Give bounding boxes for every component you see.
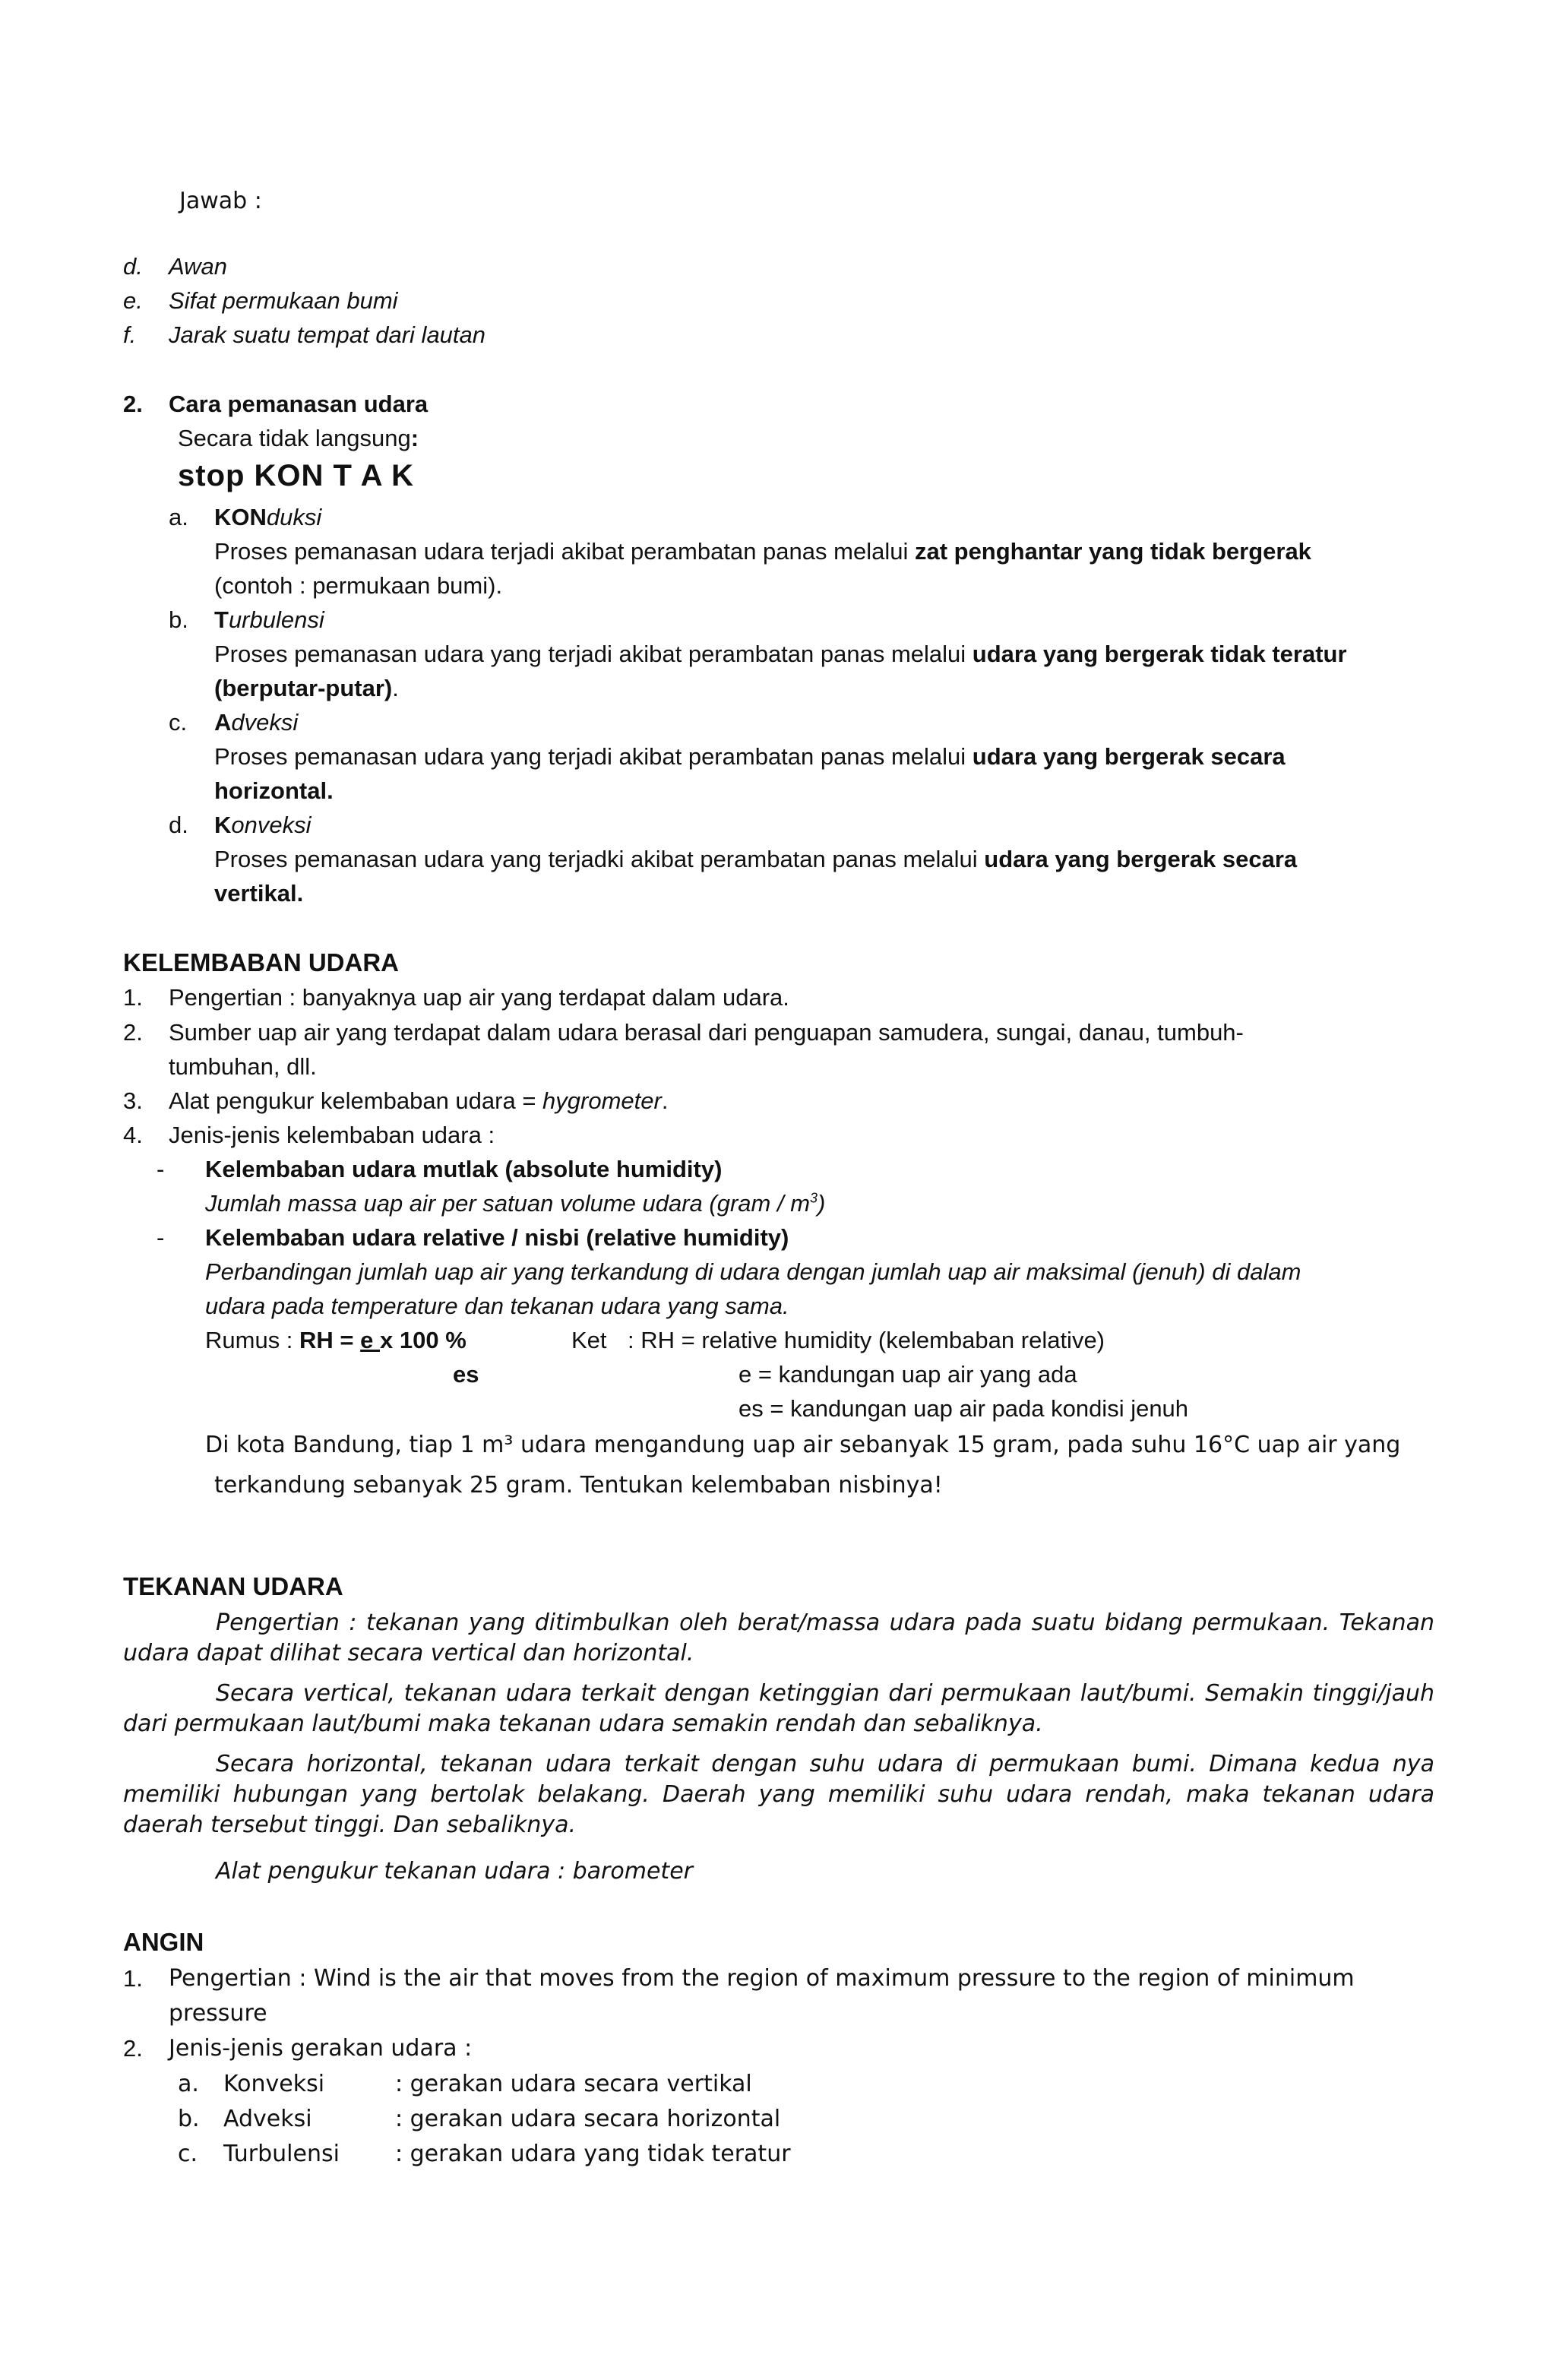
movement-desc: : gerakan udara secara vertikal bbox=[395, 2071, 752, 2097]
list-marker: 2. bbox=[123, 1019, 143, 1046]
item-description bbox=[214, 536, 1311, 567]
item-end: . bbox=[661, 1087, 669, 1114]
formula-denominator: es bbox=[453, 1361, 479, 1388]
section-heading-kelembaban: KELEMBABAN UDARA bbox=[123, 948, 399, 976]
movement-marker: a. bbox=[178, 2071, 199, 2097]
paragraph: Secara vertical, tekanan udara terkait dengan ketinggian dari permukaan laut/bumi. Semakin tinggi/jauh dari permukaan laut/bumi maka tekanan udara semakin rendah dan sebaliknya. bbox=[123, 1680, 1434, 1737]
desc-bold: (berputar-putar) bbox=[214, 675, 393, 701]
type-definition: Perbandingan jumlah uap air yang terkandung di udara dengan jumlah uap air maksimal (jenuh) di dalam bbox=[205, 1258, 1301, 1285]
subtitle-colon: : bbox=[410, 425, 419, 451]
movement-marker: b. bbox=[178, 2106, 200, 2132]
list-marker: 1. bbox=[123, 984, 143, 1011]
section-heading-angin: ANGIN bbox=[123, 1928, 204, 1956]
desc-text: Proses pemanasan udara yang terjadki akibat perambatan panas melalui bbox=[214, 846, 985, 872]
ket-line: e = kandungan uap air yang ada bbox=[738, 1361, 1077, 1388]
item-description-cont: vertikal. bbox=[214, 880, 304, 907]
movement-name: Adveksi bbox=[223, 2106, 312, 2132]
def-text: Jumlah massa uap air per satuan volume udara (gram / m bbox=[205, 1190, 811, 1217]
list-item: Pengertian : Wind is the air that moves from the region of maximum pressure to the region of minimum bbox=[169, 1965, 1355, 1992]
item-description bbox=[214, 844, 1297, 875]
section-subtitle bbox=[178, 423, 419, 454]
type-definition-cont: udara pada temperature dan tekanan udara yang sama. bbox=[205, 1293, 789, 1319]
heading-bold: A bbox=[214, 709, 232, 736]
item-description-cont bbox=[214, 673, 399, 704]
list-marker: 2. bbox=[123, 2035, 143, 2062]
item-heading bbox=[214, 810, 312, 840]
section-number: 2. bbox=[123, 391, 143, 417]
factor-text: Jarak suatu tempat dari lautan bbox=[169, 321, 486, 348]
type-marker: - bbox=[157, 1156, 165, 1182]
factor-marker: e. bbox=[123, 287, 143, 314]
ket-line: : RH = relative humidity (kelembaban relative) bbox=[628, 1327, 1105, 1353]
desc-bold: udara yang bergerak secara bbox=[984, 846, 1298, 872]
list-marker: 3. bbox=[123, 1087, 143, 1114]
def-end: ) bbox=[818, 1190, 826, 1217]
movement-desc: : gerakan udara yang tidak teratur bbox=[395, 2141, 791, 2167]
item-text: Alat pengukur kelembaban udara = bbox=[169, 1087, 543, 1114]
formula-rh: RH = bbox=[299, 1327, 361, 1353]
heading-italic: urbulensi bbox=[228, 606, 324, 633]
type-name: Kelembaban udara mutlak (absolute humidity) bbox=[205, 1156, 723, 1182]
answer-label: Jawab : bbox=[179, 188, 262, 214]
problem-text: Di kota Bandung, tiap 1 m³ udara mengandung uap air sebanyak 15 gram, pada suhu 16°C uap air yang bbox=[205, 1432, 1401, 1458]
desc-bold: udara yang bergerak tidak teratur bbox=[972, 641, 1347, 667]
list-item: Pengertian : banyaknya uap air yang terdapat dalam udara. bbox=[169, 984, 789, 1011]
factor-text: Awan bbox=[169, 253, 227, 280]
ket-line: es = kandungan uap air pada kondisi jenuh bbox=[738, 1395, 1189, 1422]
item-marker: d. bbox=[169, 812, 188, 838]
formula bbox=[205, 1325, 466, 1356]
desc-bold: udara yang bergerak secara bbox=[972, 743, 1286, 770]
movement-desc: : gerakan udara secara horizontal bbox=[395, 2106, 781, 2132]
item-description bbox=[214, 742, 1286, 772]
item-marker: b. bbox=[169, 606, 188, 633]
desc-text: Proses pemanasan udara terjadi akibat perambatan panas melalui bbox=[214, 538, 915, 565]
paragraph: Secara horizontal, tekanan udara terkait dengan suhu udara di permukaan bumi. Dimana kedua nya memiliki hubungan yang bertolak belakang. Daerah yang memiliki suhu udara rendah, maka tekanan udara daerah tersebut tinggi. Dan sebaliknya. bbox=[123, 1751, 1434, 1838]
section-title: Cara pemanasan udara bbox=[169, 391, 429, 417]
desc-text: Proses pemanasan udara yang terjadi akibat perambatan panas melalui bbox=[214, 641, 972, 667]
factor-text: Sifat permukaan bumi bbox=[169, 287, 398, 314]
list-item: Sumber uap air yang terdapat dalam udara berasal dari penguapan samudera, sungai, danau, tumbuh- bbox=[169, 1019, 1244, 1046]
factor-marker: f. bbox=[123, 321, 137, 348]
list-item: Jenis-jenis gerakan udara : bbox=[169, 2035, 473, 2062]
heading-bold: K bbox=[214, 812, 232, 838]
desc-bold: zat penghantar yang tidak bergerak bbox=[914, 538, 1311, 565]
type-marker: - bbox=[157, 1224, 165, 1251]
type-definition bbox=[205, 1188, 825, 1219]
list-item-cont: tumbuhan, dll. bbox=[169, 1053, 317, 1080]
desc-text: Proses pemanasan udara yang terjadi akibat perambatan panas melalui bbox=[214, 743, 972, 770]
ket-label bbox=[571, 1325, 607, 1356]
factor-marker: d. bbox=[123, 253, 143, 280]
def-sup: 3 bbox=[810, 1190, 818, 1206]
heading-bold: KON bbox=[214, 504, 267, 530]
heading-italic: dveksi bbox=[231, 709, 299, 736]
desc-end: . bbox=[392, 675, 399, 701]
item-description-cont: horizontal. bbox=[214, 777, 334, 804]
type-name: Kelembaban udara relative / nisbi (relative humidity) bbox=[205, 1224, 789, 1251]
item-description bbox=[214, 639, 1347, 669]
list-item-cont: pressure bbox=[169, 2000, 267, 2027]
list-marker: 4. bbox=[123, 1122, 143, 1148]
heading-bold: T bbox=[214, 606, 229, 633]
item-description-cont: (contoh : permukaan bumi). bbox=[214, 572, 503, 599]
item-marker: a. bbox=[169, 504, 188, 530]
movement-name: Konveksi bbox=[223, 2071, 325, 2097]
item-heading bbox=[214, 502, 321, 533]
item-italic: hygrometer bbox=[542, 1087, 662, 1114]
list-marker: 1. bbox=[123, 1965, 143, 1992]
paragraph: Pengertian : tekanan yang ditimbulkan oleh berat/massa udara pada suatu bidang permukaan. Tekanan udara dapat dilihat secara vertical dan horizontal. bbox=[123, 1609, 1434, 1666]
item-heading bbox=[214, 605, 324, 635]
heading-italic: duksi bbox=[266, 504, 322, 530]
item-marker: c. bbox=[169, 709, 188, 736]
movement-marker: c. bbox=[178, 2141, 198, 2167]
heading-italic: onveksi bbox=[231, 812, 312, 838]
mnemonic: stop KON T A K bbox=[178, 459, 415, 492]
ket-text: Ket bbox=[571, 1327, 607, 1353]
list-item: Jenis-jenis kelembaban udara : bbox=[169, 1122, 495, 1148]
formula-numerator: e bbox=[360, 1327, 380, 1353]
paragraph: Alat pengukur tekanan udara : barometer bbox=[216, 1858, 693, 1885]
item-heading bbox=[214, 707, 298, 738]
formula-times: x 100 % bbox=[380, 1327, 466, 1353]
problem-text-cont: terkandung sebanyak 25 gram. Tentukan kelembaban nisbinya! bbox=[214, 1472, 943, 1499]
formula-prefix: Rumus : bbox=[205, 1327, 300, 1353]
movement-name: Turbulensi bbox=[223, 2141, 340, 2167]
list-item bbox=[169, 1086, 668, 1116]
section-heading-tekanan: TEKANAN UDARA bbox=[123, 1572, 343, 1600]
subtitle-text: Secara tidak langsung bbox=[178, 425, 411, 451]
